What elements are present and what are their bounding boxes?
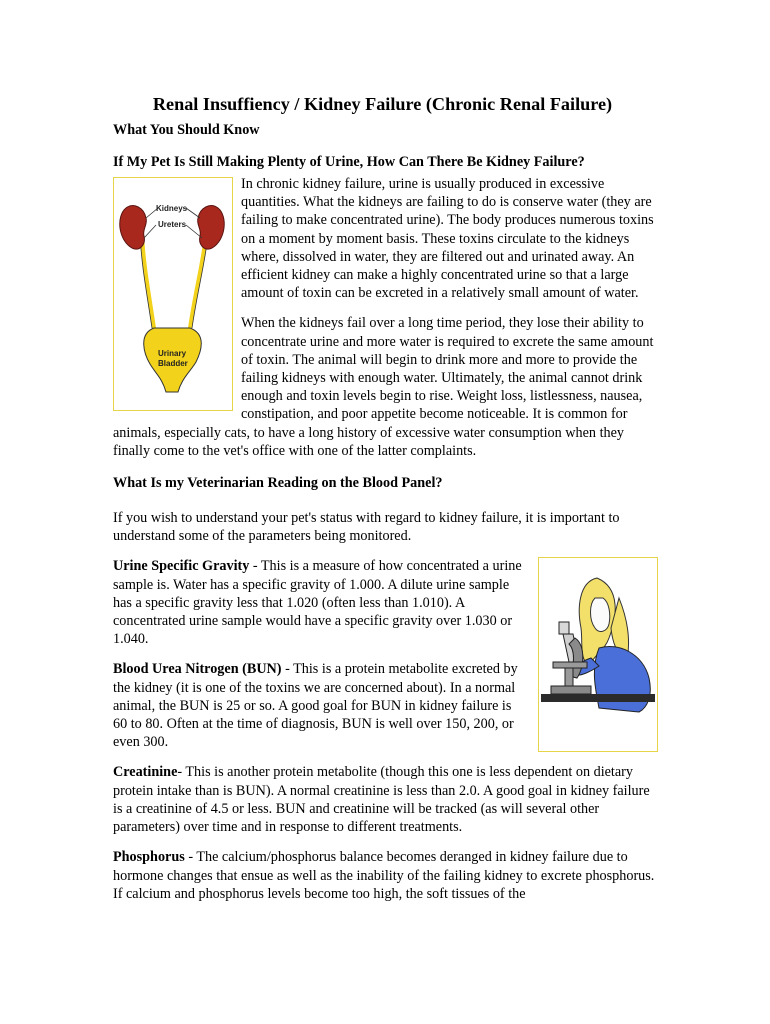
usg-term: Urine Specific Gravity [113, 558, 250, 575]
ureters-label: Ureters [158, 220, 187, 229]
section1-paragraph-2: When the kidneys fail over a long time period, they lose their ability to concentrate urine and more water is required to excrete the same amount of toxin. The animal will begin to drink more and more to provide the failing kidneys with enough water. Ultimately, the animal cannot drink enough and toxin levels begin to rise. Weight loss, listlessness, nausea, constipation, and poor appetite become noticeable. It is common for animals, especially cats, to have a long history of excessive water consumption when they finally come to the vet's office with one of the latter complaints. [113, 315, 654, 459]
usg-text: - This is a measure of how concentrated a urine sample is. Water has a specific gravity of 1.000. A dilute urine sample has a specific gravity less that 1.020 (often less than 1.010). A concentrated urine sample would have a specific gravity over 1.030 or 1.040. [113, 558, 522, 648]
phosphorus-text: - The calcium/phosphorus balance becomes deranged in kidney failure due to hormone changes that ensue as well as the inability of the failing kidney to excrete phosphorus. If calcium and phosphorus levels become too high, the soft tissues of the [113, 849, 655, 902]
page-subtitle: What You Should Know [113, 122, 260, 138]
bun-text: - This is a protein metabolite excreted by the kidney (it is one of the toxins we are concerned about). In a normal animal, the BUN is 25 or so. A good goal for BUN in kidney failure is 60 to 80. Often at the time of diagnosis, BUN is well over 150, 200, or even 300. [113, 661, 518, 751]
scientist-microscope-figure [538, 557, 658, 752]
page-title: Renal Insuffiency / Kidney Failure (Chronic Renal Failure) [152, 94, 613, 114]
scientist-microscope-illustration [539, 558, 657, 751]
section2-intro: If you wish to understand your pet's status with regard to kidney failure, it is important to understand some of the parameters being monitored. [113, 510, 620, 545]
creatinine-text: - This is another protein metabolite (though this one is less dependent on dietary protein intake than is BUN). A normal creatinine is less than 2.0. A good goal in kidney failure is a creatinine of 4.5 or less. BUN and creatinine will be tracked (as will several other parameters) over time and in response to different treatments. [113, 764, 650, 836]
phosphorus-term: Phosphorus [113, 849, 185, 866]
section2-heading: What Is my Veterinarian Reading on the Blood Panel? [113, 475, 443, 492]
creatinine-paragraph [113, 763, 658, 836]
bun-term: Blood Urea Nitrogen (BUN) [113, 661, 282, 678]
section1-paragraph-1: In chronic kidney failure, urine is usually produced in excessive quantities. What the kidneys are failing to do is conserve water (they are failing to make concentrated urine). The body produces numerous toxins on a moment by moment basis. These toxins circulate to the kidneys where, dissolved in water, they are filtered out and urinated away. An efficient kidney can make a highly concentrated urine so that a large amount of toxin can be excreted in a relatively small amount of water. [241, 176, 654, 302]
bladder-label-1: Urinary [158, 349, 187, 358]
phosphorus-paragraph [113, 848, 658, 903]
creatinine-term: Creatinine [113, 764, 178, 781]
document-page [113, 93, 658, 903]
kidney-diagram-illustration [114, 178, 232, 410]
bladder-label-2: Bladder [158, 359, 188, 368]
kidneys-label: Kidneys [156, 204, 188, 213]
kidney-diagram-figure [113, 177, 233, 411]
section1-heading: If My Pet Is Still Making Plenty of Urine, How Can There Be Kidney Failure? [113, 154, 585, 170]
